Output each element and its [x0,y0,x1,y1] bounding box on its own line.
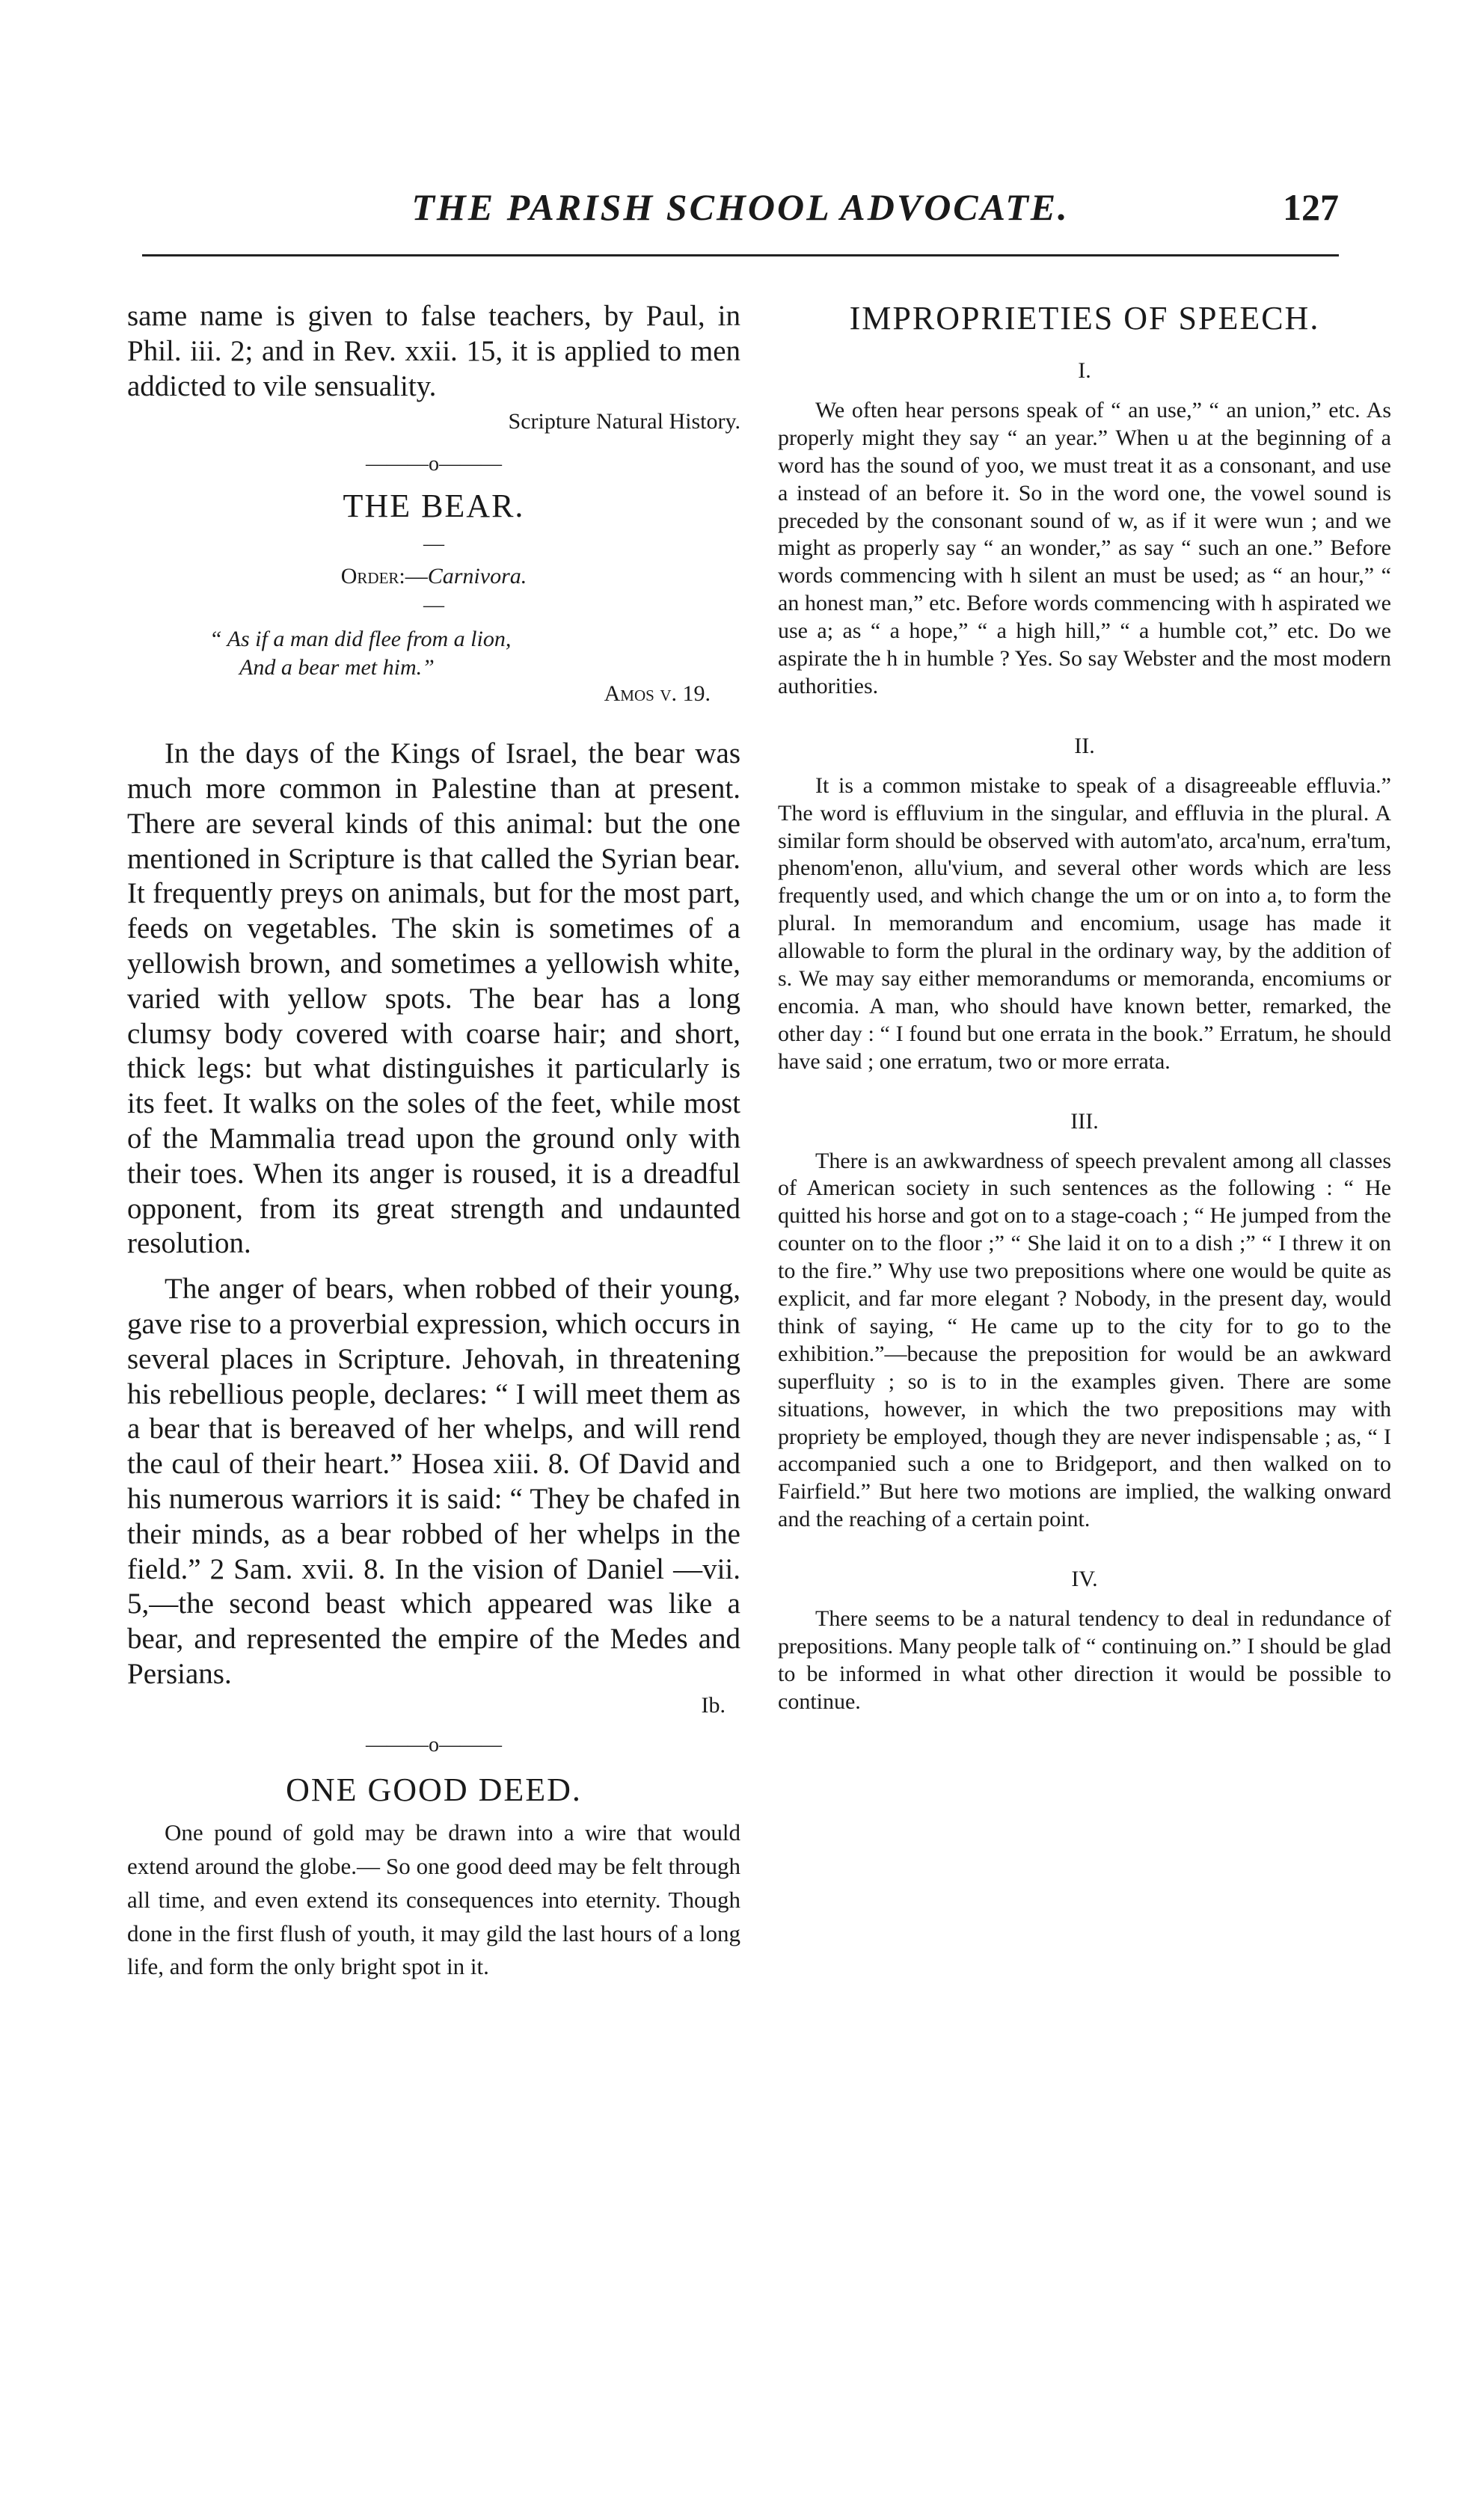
separator: ———o——— [366,1733,502,1757]
section-paragraph: There is an awkwardness of speech prevalent among all classes of American society in such sentences as the following : “ He quitted his horse and got on to a stage-coach ; “ He jumped from the counter on to the floor ;” “ She laid it on to a dish ;” “ I threw it on to the fire.” Why use two prepositions where one would be quite as explicit, and far more elegant ? Nobody, in the present day, would think of saying, “ He came up to the city for to go to the exhibition.”—because the preposition for would be an awkward superfluity ; so is to in the examples given. There are some situations, however, in which the two prepositions may with propriety be employed, though they are never indispensable ; as, “ I accompanied such a one to Bridgeport, and then walked on to Fairfield.” But here two motions are implied, the walking onward and the reaching of a certain point. [778,1148,1391,1532]
bear-paragraph-1: In the days of the Kings of Israel, the bear was much more common in Palestine than at present. There are several kinds of this animal: but the one mentioned in Scripture is that called the Syrian bear. It frequently preys on animals, but for the most part, feeds on vegetables. The skin is sometimes of a yellowish brown, and sometimes a yellowish white, varied with yellow spots. The bear has a long clumsy body covered with coarse hair; and short, thick legs: but what distinguishes it particularly is its feet. It walks on the soles of the feet, while most of the Mammalia tread upon the ground only with their toes. When its anger is roused, it is a dreadful opponent, from its great strength and undaunted resolution. [127,737,740,1260]
deed-paragraph: One pound of gold may be drawn into a wire that would extend around the globe.— So one good deed may be felt through all time, and even extend its consequences into eternity. Though done in the first flush of youth, it may gild the last hours of a long life, and form the only bright spot in it. [127,1819,740,1980]
section-numeral: III. [1070,1108,1099,1134]
bear-paragraph-2: The anger of bears, when robbed of their young, gave rise to a proverbial expression, which occurs in several places in Scripture. Jehovah, in threatening his rebellious people, declares: “ I will meet them as a bear that is bereaved of her whelps, and will rend the caul of their heart.” Hosea xiii. 8. Of David and his numerous warriors it is said: “ They be chafed in their minds, as a bear robbed of her whelps in the field.” 2 Sam. xvii. 8. In the vision of Daniel —vii. 5,—the second beast which appeared was like a bear, and represented the empire of the Medes and Persians. [127,1273,740,1690]
intro-paragraph: same name is given to false teachers, by Paul, in Phil. iii. 2; and in Rev. xxii. 15, it is applied to men addicted to vile sensuality. [127,300,740,402]
article-title-improprieties: IMPROPRIETIES OF SPEECH. [849,300,1320,336]
right-column [778,299,1391,2460]
header-rule [142,254,1339,256]
section-paragraph: There seems to be a natural tendency to deal in redundance of prepositions. Many people talk of “ continuing on.” I should be glad to be informed in what other direction it would be possible to continue. [778,1606,1391,1714]
intro-source: Scripture Natural History. [508,409,740,434]
epigraph [127,625,740,681]
order-line: Order:—Carnivora. [340,564,527,589]
section-paragraph: We often hear persons speak of “ an use,” “ an union,” etc. As properly might they say “ an year.” When u at the beginning of a word has the sound of yoo, we must treat it as a consonant, and use a instead of an before it. So in the word one, the vowel sound is preceded by the consonant sound of w, as if it were wun ; and we might as properly say “ an wonder,” as say “ such an one.” Before words commencing with h silent an must be used; as “ an hour,” “ an honest man,” etc. Before words commencing with h aspirated we use a; as “ a hope,” “ a high hill,” “ a humble cot,” etc. Do we aspirate the h in humble ? Yes. So say Webster and the most modern authorities. [778,398,1391,698]
section-numeral: IV. [1071,1567,1098,1592]
epigraph-line: And a bear met him.” [239,654,435,680]
section-numeral: II. [1074,733,1095,758]
article-title-bear: THE BEAR. [343,488,525,525]
dash-divider: — [423,532,444,556]
section-paragraph: It is a common mistake to speak of a disagreeable effluvia.” The word is effluvium in the singular, and effluvia in the plural. A similar form should be observed with autom'ato, arca'num, erra'tum, phenom'enon, allu'vium, and several other words which are less frequently used, and which change the um or on into a, to form the plural. In memorandum and encomium, usage has made it allowable to form the plural in the ordinary way, by the addition of s. We may say either memorandums or memoranda, encomiums or encomia. A man, who should have known better, remarked, the other day : “ I found but one errata in the book.” Erratum, he should have said ; one erratum, two or more errata. [778,772,1391,1074]
bear-source: Ib. [701,1692,726,1718]
section-numeral: I. [1078,358,1091,383]
separator: ———o——— [366,452,502,476]
article-title-deed: ONE GOOD DEED. [286,1771,582,1808]
epigraph-line: “ As if a man did flee from a lion, [209,627,512,652]
order-label: Order [340,564,399,589]
running-title: THE PARISH SCHOOL ADVOCATE. [411,186,1070,228]
epigraph-source: Amos v. 19. [604,681,711,707]
left-column [127,299,740,2460]
page-header [127,185,1354,238]
order-value: Carnivora. [427,564,527,589]
page-number: 127 [1283,186,1339,228]
dash-divider: — [423,594,444,618]
